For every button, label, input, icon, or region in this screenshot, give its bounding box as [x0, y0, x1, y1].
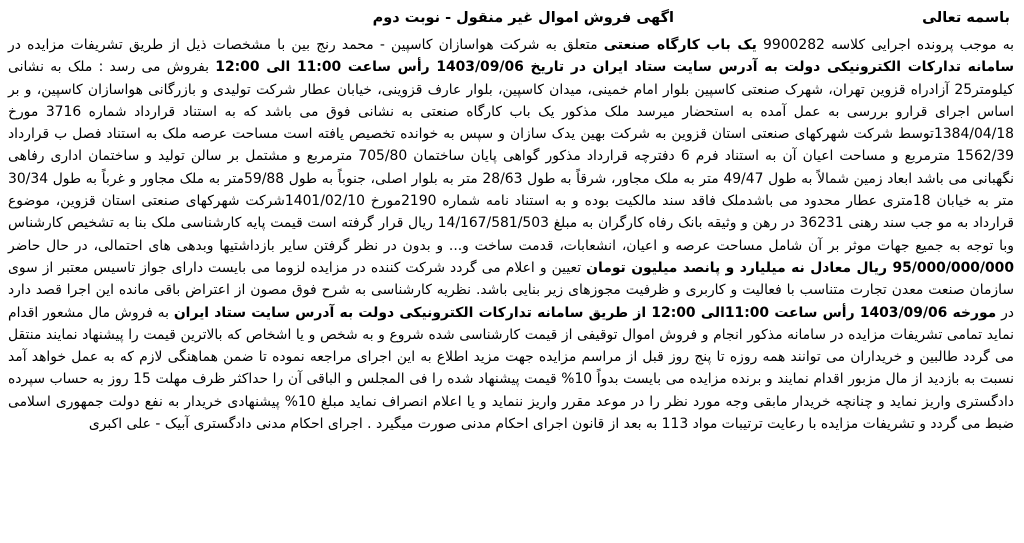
notice-text-property: یک باب کارگاه صنعتی [603, 37, 757, 53]
notice-header [8, 6, 1014, 34]
notice-text-auction-system: مورخه 1403/09/06 رأس ساعت 11:00الی 12:00 از طریق سامانه تدارکات الکترونیکی دولت به آدرس سایت ستاد ایران [173, 304, 997, 321]
notice-title: اگهی فروش اموال غیر منقول - نوبت دوم [372, 10, 674, 26]
notice-text-auction-date: سامانه تدارکات الکترونیکی دولت به آدرس سایت ستاد ایران در تاریخ 1403/09/06 رأس ساعت 11:00 الی 12:00 [215, 59, 1015, 76]
basmala-heading: باسمه تعالی [922, 10, 1010, 26]
notice-text-base-price: 95/000/000/000 ریال معادل نه میلیارد و پانصد میلیون تومان [586, 259, 1014, 276]
notice-text-description: بفروش می رسد : ملک به نشانی کیلومتر25 آزادراه قزوین تهران، شهرک صنعتی کاسپین بلوار امام خمینی، میدان کاسپین، بلوار عارف قزوینی، خیابان عطار شرکت تولیدی و بازرگانی هواسازان کاسپین، و بر اساس اجرای قرارو بررسی به عمل آمده به استحضار میرسد ملک مذکور یک باب کارگاه صنعتی به نشانی فوق می باشد که به استناد قرارداد شماره 3716 مورخ 1384/04/18توسط شرکت شهرکهای صنعتی استان قزوین به شرکت بهین یدک سازان و سپس به خوانده تخصیص یافته است مساحت عرصه ملک به استناد فصل ب قرارداد 1562/39 مترمربع و مساحت اعیان آن به استناد فرم 6 دفترچه قرارداد مذکور گواهی پایان ساختمان 705/80 مترمربع و مشتمل بر سالن تولید و ساختمان اداری رفاهی نگهبانی می باشد ابعاد زمین شمالاً به طول 49/47 متر به ملک مجاور، شرقاً به طول 28/63 متر به بلوار اصلی، جنوباً به طول 59/88متر به ملک مجاور و غرباً به طول 30/34 متر به خیابان 18متری عطار محدود می باشدملک فاقد سند مالکیت بوده و به استناد نامه شماره 2190مورخ 1401/02/10شرکت شهرکهای صنعتی استان قزوین، موضوع قرارداد به مو جب سند رهنی 36231 در رهن و وثیقه بانک رفاه کارگران به مبلغ 14/167/581/503 ریال قرار گرفته است قیمت پایه کارشناسی ملک بنا به تشخیص کارشناس وبا توجه به جمیع جهات موثر بر آن شامل مساحت عرصه و اعیان، انشعابات، قدمت ساخت و... و بدون در نظر گرفتن سایر بازداشتیها وبدهی های احتمالی، در حال حاضر [8, 59, 1014, 254]
notice-text-terms: به فروش مال مشعور اقدام نماید تمامی تشریفات مزایده در سامانه مذکور انجام و فروش اموال توقیفی از قیمت کارشناسی شده شروع و به شخص و یا اشخاص که بالاترین قیمت را پیشنهاد نمایند منتقل می گردد طالبین و خریداران می توانند همه روزه تا پنج روز قبل از مراسم مزایده جهت مزید اطلاع به این اجرای مراجعه نموده تا ضمن هماهنگی لازم که به عمل خواهد آمد نسبت به بازدید از مال مزبور اقدام نمایند و برنده مزایده می بایست بدواً 10% قیمت پیشنهاد شده را فی المجلس و الباقی آن را حداکثر ظرف مهلت 15 روز به حساب سپرده دادگستری واریز نماید و چنانچه خریدار مابقی وجه مورد نظر را در موعد مقرر واریز ننماید و یا اعلام انصراف نماید مبلغ 10% پیشنهادی خریدار به نفع دولت جمهوری اسلامی ضبط می گردد و تشریفات مزایده با رعایت ترتیبات مواد 113 به بعد از قانون اجرای احکام مدنی صورت میگیرد . اجرای احکام مدنی دادگستری آبیک - علی اکبری [8, 304, 1015, 433]
notice-text-case: به موجب پرونده اجرایی کلاسه 9900282 [763, 37, 1015, 53]
notice-body [8, 34, 1014, 435]
notice-text-conditions: تعیین و اعلام می گردد شرکت کننده در مزایده لزوما می بایست دارای جواز تاسیس معتبر از سوی سازمان صنعت معدن تجارت متناسب با فعالیت و کاربری و ظرفیت مجوزهای زیر بنایی باشد. نظریه کارشناسی به شرح فوق مصون از اعتراض باقی مانده این اجرا قصد دارد در [8, 259, 1014, 321]
notice-text-owner: متعلق به شرکت هواسازان کاسپین - محمد رنج بین با مشخصات ذیل از طریق تشریفات مزایده در [8, 37, 598, 53]
